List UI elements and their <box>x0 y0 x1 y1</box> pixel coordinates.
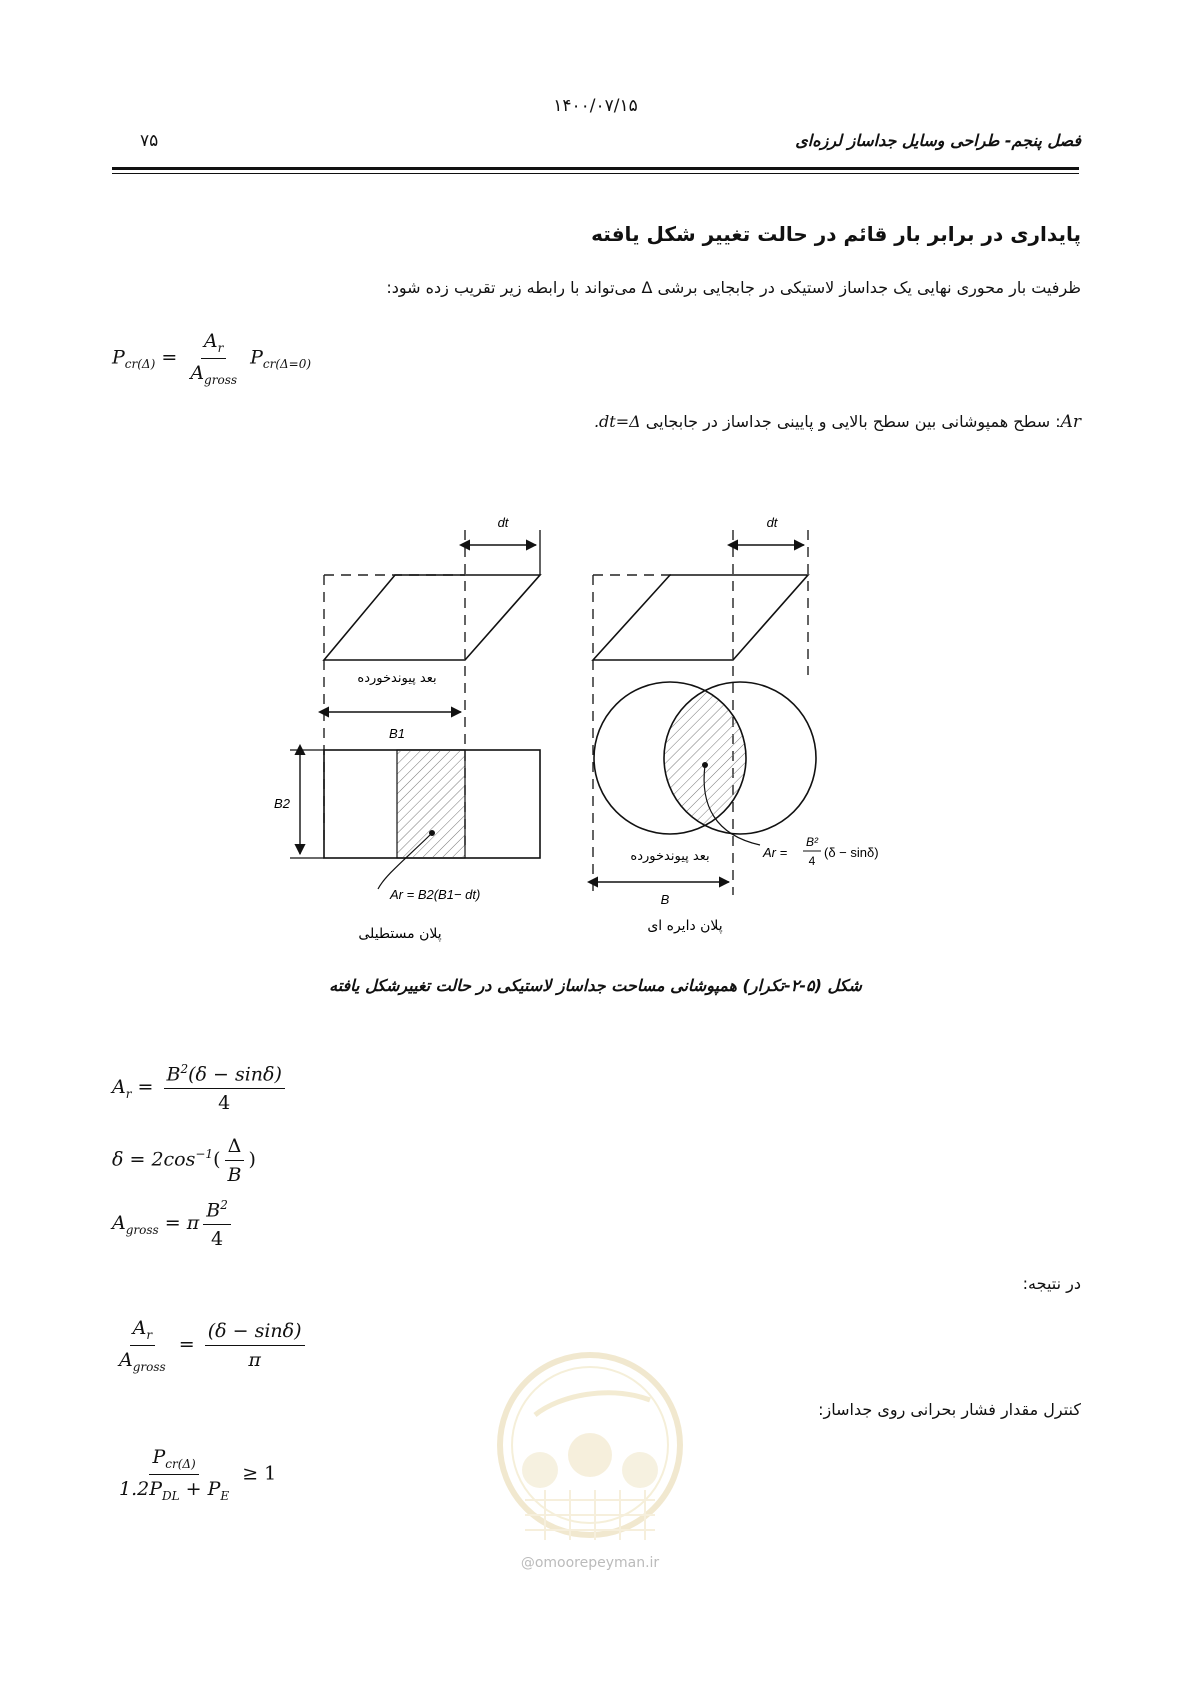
ratio-eq-rhs-num: (δ − sinδ) <box>205 1320 305 1346</box>
rect-overlap-area <box>397 750 465 858</box>
equation-agross: $A_{gross} = \pi$ $\frac{B^2}{4}$ <box>112 1198 235 1250</box>
ar-eq-num-sup: 2 <box>180 1062 189 1076</box>
agross-eq-lhs: A <box>112 1212 126 1235</box>
overlap-figure <box>260 505 920 950</box>
ratio-left-fraction <box>116 1317 169 1374</box>
header-date: ۱۴۰۰/۰۷/۱۵ <box>553 96 638 116</box>
rect-parallelogram <box>324 575 540 660</box>
agross-eq-num-sup: 2 <box>220 1198 228 1212</box>
ar-definition <box>594 412 1081 432</box>
equation-ar: $A_r$ = $\frac{B^2(\delta - \sin\delta)}{4}$ <box>112 1062 289 1114</box>
circ-parallelogram <box>593 575 808 660</box>
b-label: B <box>660 892 670 907</box>
pcr-lhs-sub: cr(Δ) <box>124 357 156 372</box>
pcr-fraction <box>187 330 240 387</box>
check-eq-den-b-sub: E <box>220 1488 230 1503</box>
rect-plan-label: پلان مستطیلی <box>358 926 442 942</box>
agross-eq-num: B <box>206 1199 221 1222</box>
circ-formula-num: B² <box>806 835 818 849</box>
pcr-num: A <box>203 330 218 352</box>
ar-condition: dt=Δ. <box>593 412 641 431</box>
agross-eq-den: 4 <box>210 1228 224 1251</box>
check-eq-den-a-sub: DL <box>162 1488 180 1503</box>
delta-eq-num: Δ <box>225 1135 245 1161</box>
ratio-eq-rhs-den: π <box>248 1348 261 1371</box>
circ-bonded-label: بعد پیوندخورده <box>630 849 710 864</box>
circ-formula-lhs: Ar = <box>763 845 788 860</box>
pcr-num-sub: r <box>217 340 224 355</box>
check-eq-num: P <box>152 1446 166 1468</box>
ratio-eq-num: A <box>132 1317 147 1339</box>
circular-plan-diagram <box>593 515 879 934</box>
check-fraction <box>116 1446 232 1503</box>
figure-caption: شکل (۵-۲-تکرار) همپوشانی مساحت جداساز لاستیکی در حالت تغییرشکل یافته <box>329 976 862 995</box>
watermark-text: @omoorepeyman.ir <box>520 1555 660 1571</box>
delta-eq-lhs: δ = 2cos <box>112 1148 196 1171</box>
pcr-den: A <box>190 361 205 384</box>
ar-eq-num-tail: (δ − sinδ) <box>188 1063 282 1086</box>
check-eq-rhs: ≥ 1 <box>242 1462 277 1485</box>
ar-eq-lhs-sub: r <box>125 1086 132 1101</box>
ratio-eq-den-sub: gross <box>132 1359 166 1374</box>
ar-symbol: Ar <box>1060 412 1081 432</box>
watermark-logo <box>490 1340 690 1550</box>
check-eq-den-b: + P <box>179 1477 221 1500</box>
agross-fraction <box>203 1198 231 1250</box>
circ-dt-label: dt <box>766 515 778 530</box>
equation-ratio: $\frac{A_r}{A_{gross}}$ = $\frac{(\delta - \sin\delta)}{\pi}$ <box>112 1317 309 1374</box>
pcr-rhs: P <box>250 346 263 369</box>
control-label: کنترل مقدار فشار بحرانی روی جداساز: <box>818 1400 1081 1419</box>
intro-paragraph: ظرفیت بار محوری نهایی یک جداساز لاستیکی در جابجایی برشی Δ می‌تواند با رابطه زیر تقریب زده شود: <box>386 278 1081 297</box>
check-eq-num-sub: cr(Δ) <box>165 1456 196 1471</box>
circ-plan-label: پلان دایره ای <box>647 918 723 934</box>
page-number: ۷۵ <box>140 131 159 151</box>
check-eq-den-a: 1.2P <box>119 1477 163 1500</box>
ratio-eq-den: A <box>119 1348 133 1371</box>
delta-eq-sup: −1 <box>195 1147 214 1162</box>
b1-label: B1 <box>389 726 405 741</box>
ar-eq-num: B <box>166 1063 181 1086</box>
circ-formula-den: 4 <box>808 854 816 868</box>
equation-delta: $\delta = 2\cos^{-1}$( $\frac{\Delta}{B}$ ) <box>112 1135 256 1186</box>
result-label: در نتیجه: <box>1022 1274 1081 1293</box>
delta-fraction <box>224 1135 244 1186</box>
ar-eq-den: 4 <box>218 1092 231 1115</box>
chapter-title: فصل پنجم- طراحی وسایل جداساز لرزه‌ای <box>795 131 1081 150</box>
ratio-eq-num-sub: r <box>146 1327 153 1342</box>
ratio-right-fraction <box>205 1320 305 1371</box>
pcr-den-sub: gross <box>204 372 238 387</box>
delta-eq-den: B <box>227 1164 242 1186</box>
rect-dt-label: dt <box>497 515 509 530</box>
rectangular-plan-diagram <box>274 515 540 942</box>
pcr-rhs-sub: cr(Δ=0) <box>262 357 312 372</box>
equation-pcr: $P_{cr(\Delta)}$ = $\frac{A_r}{A_{gross}}$ $P_{cr(\Delta=0)}$ <box>112 330 312 387</box>
ar-definition-text: : سطح همپوشانی بین سطح بالایی و پایینی جداساز در جابجایی <box>645 412 1061 431</box>
ar-fraction <box>164 1062 285 1114</box>
header-rule-thin <box>112 173 1079 174</box>
rect-bonded-label: بعد پیوندخورده <box>357 671 437 686</box>
b2-label: B2 <box>274 796 290 811</box>
equation-check <box>112 1446 276 1503</box>
section-heading: پایداری در برابر بار قائم در حالت تغییر شکل یافته <box>591 222 1081 246</box>
circ-formula-tail: (δ − sinδ) <box>824 845 879 860</box>
agross-eq-lhs-sub: gross <box>125 1222 159 1237</box>
header-rule <box>112 167 1079 170</box>
rect-area-formula: Ar = B2(B1− dt) <box>390 887 481 902</box>
ar-eq-lhs: A <box>112 1076 126 1099</box>
agross-eq-pi: π <box>186 1212 200 1235</box>
pcr-lhs: P <box>112 346 125 369</box>
